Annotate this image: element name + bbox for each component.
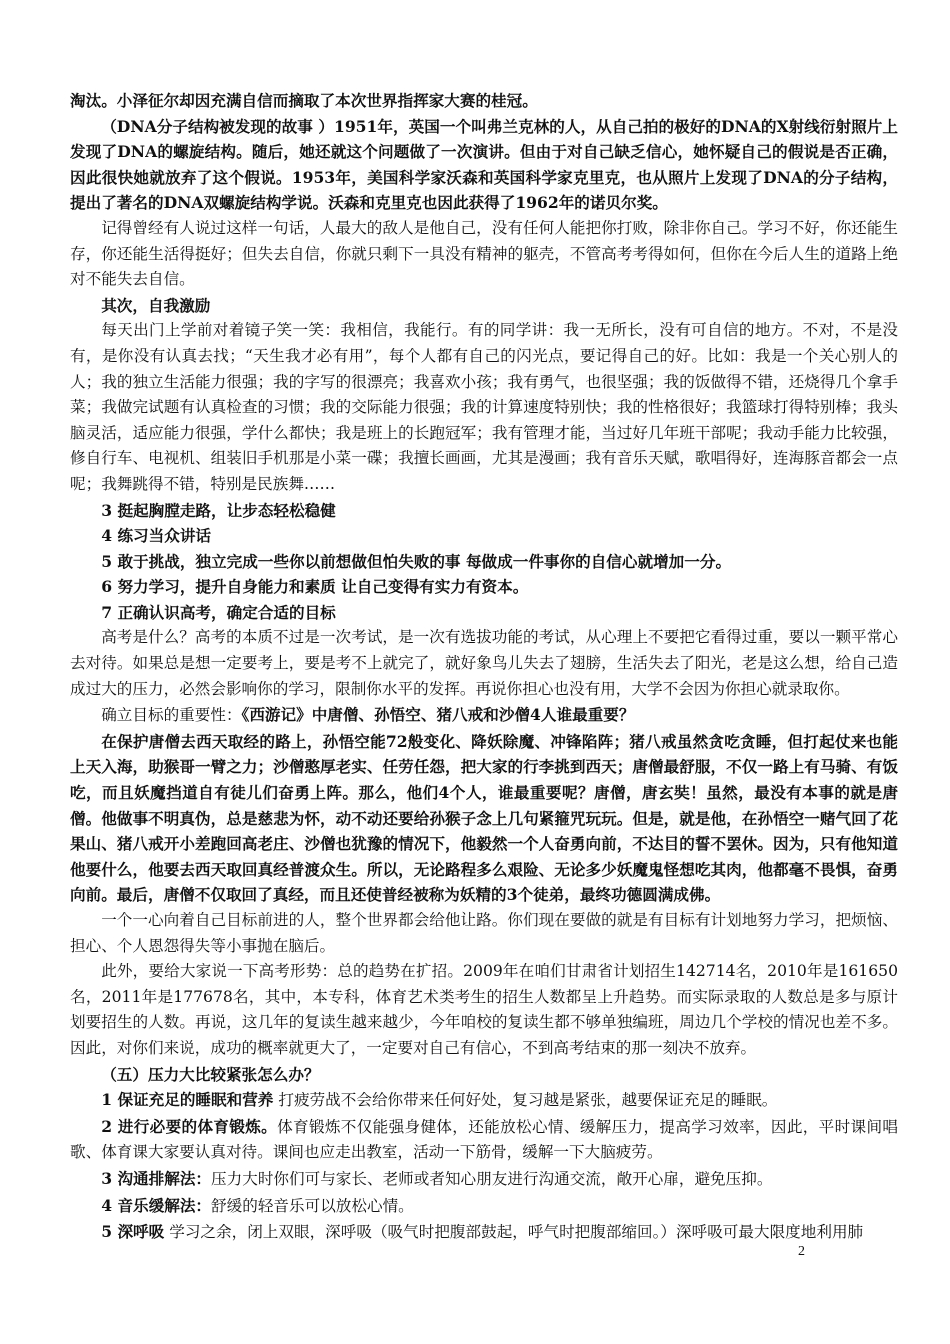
stress-item-5-title: 5 深呼吸	[101, 1222, 165, 1242]
stress-item-2-text: 体育锻炼不仅能强身健体，还能放松心情、缓解压力，提高学习效率，因此，平时课间唱歌、体育课大家要认真对待。课间也应走出教室，活动一下筋骨，缓解一下大脑疲劳。	[70, 1117, 898, 1162]
stress-item-1	[70, 1087, 898, 1114]
goal-importance-label: 确立目标的重要性：	[101, 706, 242, 725]
stress-item-1-title: 1 保证充足的睡眠和营养	[101, 1090, 274, 1110]
paragraph-world-makes-way: 一个一心向着自己目标前进的人，整个世界都会给他让路。你们现在要做的就是有目标有计划地努力学习，把烦恼、担心、个人恩怨得失等小事抛在脑后。	[70, 911, 898, 955]
stress-item-2-title: 2 进行必要的体育锻炼。	[101, 1116, 278, 1136]
stress-item-5	[70, 1219, 898, 1246]
document-body	[70, 88, 898, 1246]
paragraph-tang-monk-story: 在保护唐僧去西天取经的路上，孙悟空能72般变化、降妖除魔、冲锋陷阵；猪八戒虽然贪吃贪睡，但打起仗来也能上天入海，助猴哥一臂之力；沙僧憨厚老实、任劳任怨，把大家的行李挑到西天；唐僧最舒服，不仅一路上有马骑、有饭吃，而且妖魔挡道自有徒儿们奋勇上阵。那么，他们4个人，谁最重要呢？唐僧，唐玄奘！虽然，最没有本事的就是唐僧。他做事不明真伪，总是慈悲为怀，动不动还要给孙猴子念上几句紧箍咒玩玩。但是，就是他，在孙悟空一赌气回了花果山、猪八戒开小差跑回高老庄、沙僧也犹豫的情况下，他毅然一个人奋勇向前，不达目的誓不罢休。因为，只有他知道他要什么，他要去西天取回真经普渡众生。所以，无论路程多么艰险、无论多少妖魔鬼怪想吃其肉，他都毫不畏惧，奋勇向前。最后，唐僧不仅取回了真经，而且还使普经被称为妖精的3个徒弟，最终功德圆满成佛。	[70, 731, 898, 905]
paragraph-self-enemy: 记得曾经有人说过这样一句话，人最大的敌人是他自己，没有任何人能把你打败，除非你自己。学习不好，你还能生存，你还能生活得挺好；但失去自信，你就只剩下一具没有精神的躯壳，不管高考考得如何，但你在今后人生的道路上绝对不能失去自信。	[70, 218, 898, 289]
heading-self-motivation: 其次，自我激励	[101, 295, 211, 315]
item-3-walk: 3 挺起胸膛走路，让步态轻松稳健	[101, 500, 336, 520]
paragraph-ozawa-ending: 淘汰。小泽征尔却因充满自信而摘取了本次世界指挥家大赛的桂冠。	[70, 91, 538, 110]
stress-item-4	[70, 1193, 898, 1220]
stress-item-3-text: 压力大时你们可与家长、老师或者知心朋友进行沟通交流，敞开心扉，避免压抑。	[211, 1169, 773, 1188]
item-6-study: 6 努力学习，提升自身能力和素质 让自己变得有实力有资本。	[101, 577, 529, 597]
paragraph-mirror-smile: 每天出门上学前对着镜子笑一笑：我相信，我能行。有的同学讲：我一无所长，没有可自信的地方。不对，不是没有，是你没有认真去找；“天生我才必有用”，每个人都有自己的闪光点，要记得自己的好。比如：我是一个关心别人的人；我的独立生活能力很强；我的字写的很漂亮；我喜欢小孩；我有勇气，也很坚强；我的饭做得不错，还烧得几个拿手菜；我做完试题有认真检查的习惯；我的交际能力很强；我的计算速度特别快；我的性格很好；我篮球打得特别棒；我头脑灵活，适应能力很强，学什么都快；我是班上的长跑冠军；我有管理才能，当过好几年班干部呢；我动手能力比较强，修自行车、电视机、组装旧手机那是小菜一碟；我擅长画画，尤其是漫画；我有音乐天赋，歌唱得好，连海豚音都会一点呢；我舞跳得不错，特别是民族舞……	[70, 321, 898, 493]
stress-item-3	[70, 1166, 898, 1193]
item-5-challenge: 5 敢于挑战，独立完成一些你以前想做但怕失败的事 每做成一件事你的自信心就增加一分。	[101, 551, 732, 571]
item-7-gaokao: 7 正确认识高考，确定合适的目标	[101, 602, 336, 622]
paragraph-what-is-gaokao: 高考是什么？高考的本质不过是一次考试，是一次有选拔功能的考试，从心理上不要把它看得过重，要以一颗平常心去对待。如果总是想一定要考上，要是考不上就完了，就好象鸟儿失去了翅膀，生活失去了阳光，老是这么想，给自己造成过大的压力，必然会影响你的学习，限制你水平的发挥。再说你担心也没有用，大学不会因为你担心就录取你。	[70, 628, 898, 698]
stress-item-4-text: 舒缓的轻音乐可以放松心情。	[211, 1196, 414, 1215]
paragraph-goal-importance	[70, 702, 898, 729]
stress-item-5-text: 学习之余，闭上双眼，深呼吸（吸气时把腹部鼓起，呼气时把腹部缩回。）深呼吸可最大限度地利用肺	[169, 1223, 864, 1242]
journey-west-question: 《西游记》中唐僧、孙悟空、猪八戒和沙僧4人谁最重要？	[241, 705, 635, 725]
paragraph-gaokao-situation: 此外，要给大家说一下高考形势：总的趋势在扩招。2009年在咱们甘肃省计划招生142714名，2010年是161650名，2011年是177678名，其中，本专科，体育艺术类考生的招生人数都呈上升趋势。而实际录取的人数总是多与原计划要招生的人数。再说，这几年的复读生越来越少，今年咱校的复读生都不够单独编班，周边几个学校的情况也差不多。因此，对你们来说，成功的概率就更大了，一定要对自己有信心，不到高考结束的那一刻决不放弃。	[70, 962, 898, 1057]
item-4-speak: 4 练习当众讲话	[101, 526, 212, 546]
stress-item-1-text: 打疲劳战不会给你带来任何好处，复习越是紧张，越要保证充足的睡眠。	[278, 1091, 778, 1110]
stress-item-4-title: 4 音乐缓解法：	[101, 1195, 212, 1215]
stress-item-3-title: 3 沟通排解法：	[101, 1168, 212, 1188]
stress-item-2	[70, 1114, 898, 1166]
page-number: 2	[798, 1244, 805, 1259]
paragraph-dna-story: （DNA分子结构被发现的故事 ）1951年，英国一个叫弗兰克林的人，从自己拍的极好的DNA的X射线衍射照片上发现了DNA的螺旋结构。随后，她还就这个问题做了一次演讲。但由于对自己缺乏信心，她怀疑自己的假说是否正确，因此很快她就放弃了这个假说。1953年，美国科学家沃森和英国科学家克里克，也从照片上发现了DNA的分子结构，提出了著名的DNA双螺旋结构学说。沃森和克里克也因此获得了1962年的诺贝尔奖。	[70, 116, 898, 213]
heading-stress: （五）压力大比较紧张怎么办？	[101, 1064, 320, 1084]
